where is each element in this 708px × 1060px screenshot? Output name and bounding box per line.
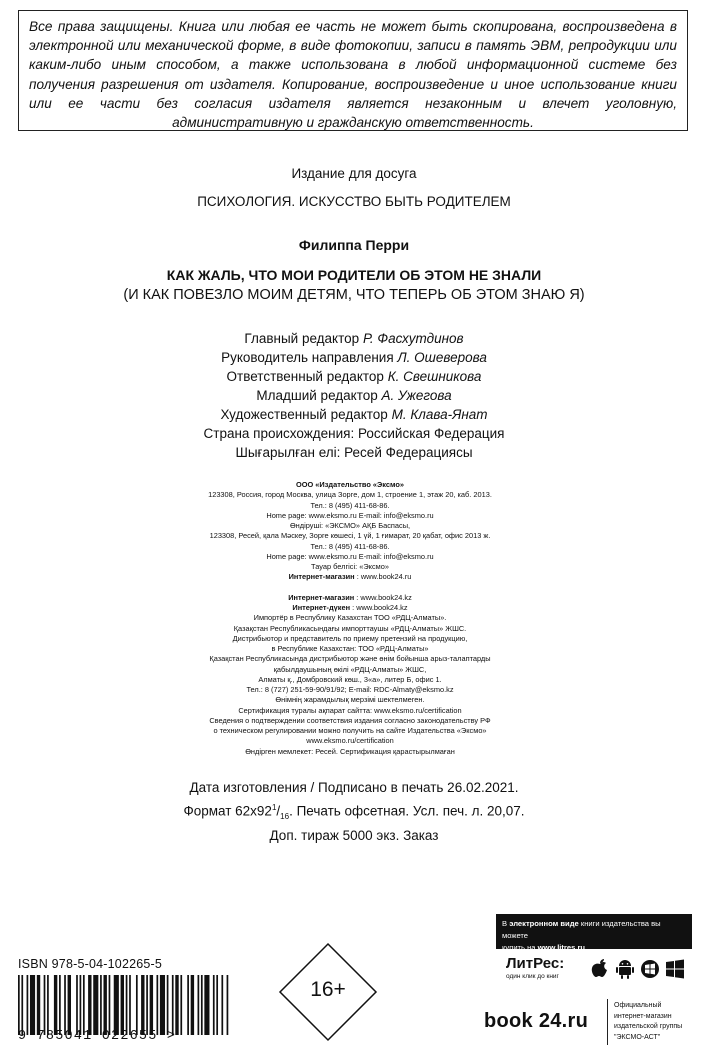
- litres-promo-line2: [502, 942, 686, 954]
- publisher-line: Тауар белгісі: «Эксмо»: [311, 562, 389, 571]
- editorial-credits: [0, 329, 708, 424]
- barcode-bar: [136, 975, 138, 1035]
- credit-row: [0, 348, 708, 367]
- barcode-bar: [121, 975, 124, 1035]
- publisher-line: Қазақстан Республикасындағы импорттаушы «РДЦ-Алматы» ЖШС.: [233, 623, 467, 633]
- barcode-bar: [114, 975, 119, 1035]
- barcode-bar: [21, 975, 23, 1035]
- barcode-bar: [227, 975, 229, 1035]
- format-sup: 1: [271, 802, 277, 812]
- print-format: [0, 798, 708, 827]
- litres-promo-line1: [502, 918, 686, 942]
- author-name: Филиппа Перри: [298, 237, 410, 253]
- promo-text: книги издательства вы можете: [502, 919, 661, 940]
- shop-url: : www.book24.kz: [350, 603, 408, 612]
- credit-role: Руководитель направления: [221, 350, 394, 365]
- format-sub: 16: [280, 811, 290, 821]
- barcode-bar: [54, 975, 57, 1035]
- publisher-line: Қазақстан Республикасында дистрибьютор және өнім бойынша арыз-талаптарды: [209, 654, 491, 664]
- publisher-line: Home page: www.eksmo.ru E-mail: info@eksmo.ru: [266, 510, 434, 520]
- barcode-bar: [83, 975, 85, 1035]
- barcode-bar: [175, 975, 178, 1035]
- shop-url: : www.book24.ru: [354, 572, 412, 582]
- book24-logo: book 24.ru: [484, 1010, 589, 1032]
- barcode-bar: [18, 975, 20, 1035]
- credit-row: [0, 329, 708, 348]
- barcode-bar: [160, 975, 165, 1035]
- publisher-line: Home page: www.eksmo.ru E-mail: info@eksmo.ru: [266, 551, 434, 561]
- barcode-bar: [47, 975, 49, 1035]
- barcode-bar: [180, 975, 182, 1035]
- copyright-text: Все права защищены. Книга или любая ее часть не может быть скопирована, воспроизведена в электронной или механической форме, в виде фотокопии, записи в память ЭВМ, репродукции или каким-либо иным способом, а также использована в любой информационной системе без получения разрешения от издателя. Копирование, воспроизведение и иное использование книги или ее части без согласия издателя является незаконным и влечет уголовную, административную и гражданскую ответственность.: [29, 19, 677, 131]
- credit-row: [0, 367, 708, 386]
- publisher-line: Алматы қ., Домбровский көш., 3«а», литер Б, офис 1.: [258, 674, 442, 684]
- barcode-bar: [103, 975, 106, 1035]
- format-prefix: Формат 62х92: [183, 803, 272, 818]
- credit-role: Главный редактор: [244, 331, 360, 346]
- barcode-bar: [213, 975, 215, 1035]
- book24-divider: [607, 999, 608, 1045]
- barcode-bar: [129, 975, 131, 1035]
- credit-row: [0, 405, 708, 424]
- book24-note-line: интернет-магазин: [614, 1012, 672, 1020]
- barcode-bar: [80, 975, 82, 1035]
- publisher-info: [170, 480, 530, 757]
- publisher-line: в Республике Казахстан: ТОО «РДЦ-Алматы»: [271, 644, 429, 653]
- barcode-bar: [172, 975, 174, 1035]
- publisher-line: 123308, Ресей, қала Мәскеу, Зорге көшесі, 1 үй, 1 ғимарат, 20 қабат, офис 2013 ж.: [209, 531, 491, 541]
- shop-label: Интернет-дүкен: [292, 603, 351, 612]
- country-of-origin: [0, 424, 708, 462]
- barcode-bar: [167, 975, 169, 1035]
- publisher-line: Тел.: 8 (495) 411-68-86.: [310, 500, 390, 510]
- shop-label: Интернет-магазин: [288, 592, 355, 602]
- barcode-bar: [126, 975, 128, 1035]
- barcode-bar: [150, 975, 153, 1035]
- publisher-line: ООО «Издательство «Эксмо»: [296, 480, 404, 489]
- platform-icons: [590, 958, 685, 980]
- book24-note-line: Официальный: [614, 1002, 662, 1009]
- print-date: Дата изготовления / Подписано в печать 26.02.2021.: [189, 780, 519, 795]
- credit-person: Л. Ошеверова: [397, 350, 487, 365]
- book24-note-line: издательской группы: [614, 1023, 683, 1030]
- book-title: КАК ЖАЛЬ, ЧТО МОИ РОДИТЕЛИ ОБ ЭТОМ НЕ ЗНАЛИ: [166, 267, 542, 283]
- promo-bold: электронном виде: [509, 919, 579, 928]
- barcode-bar: [204, 975, 209, 1035]
- barcode-bar: [100, 975, 102, 1035]
- publisher-line: Тел.: 8 (727) 251-59-90/91/92; E-mail: RDC-Almaty@eksmo.kz: [246, 685, 454, 694]
- credit-person: А. Ужегова: [381, 388, 452, 403]
- edition-type: Издание для досуга: [291, 166, 417, 181]
- publisher-spacer: [170, 583, 530, 593]
- shop-url: : www.book24.kz: [354, 592, 412, 602]
- origin-ru: Страна происхождения: Российская Федерация: [203, 426, 505, 441]
- barcode: [18, 975, 230, 1035]
- barcode-bar: [44, 975, 46, 1035]
- publisher-line: Сертификация туралы ақпарат сайтта: www.eksmo.ru/certification: [238, 705, 462, 715]
- promo-text: купить на: [502, 943, 538, 952]
- barcode-bar: [68, 975, 71, 1035]
- series-name: ПСИХОЛОГИЯ. ИСКУССТВО БЫТЬ РОДИТЕЛЕМ: [197, 194, 511, 209]
- barcode-bar: [27, 975, 29, 1035]
- barcode-bar: [109, 975, 111, 1035]
- credit-person: Р. Фасхутдинов: [362, 331, 464, 346]
- windows-phone-icon: [640, 958, 660, 980]
- barcode-bar: [76, 975, 78, 1035]
- publisher-line: о техническом регулировании можно получить на сайте Издательства «Эксмо»: [213, 726, 487, 735]
- barcode-bar: [93, 975, 98, 1035]
- barcode-bar: [187, 975, 189, 1035]
- barcode-bar: [146, 975, 148, 1035]
- publisher-line: [170, 593, 530, 603]
- shop-label: Интернет-магазин: [288, 572, 355, 582]
- credit-role: Художественный редактор: [220, 407, 388, 422]
- publisher-line: Дистрибьютор и представитель по приему претензий на продукцию,: [232, 633, 468, 643]
- publisher-line: [170, 603, 530, 613]
- publisher-line: 123308, Россия, город Москва, улица Зорге, дом 1, строение 1, этаж 20, каб. 2013.: [208, 490, 492, 500]
- publisher-line: қабылдаушының өкілі «РДЦ-Алматы» ЖШС,: [273, 664, 427, 674]
- android-icon: [615, 958, 635, 980]
- publisher-line: Сведения о подтверждении соответствия издания согласно законодательству РФ: [209, 715, 491, 725]
- format-slash: /: [276, 803, 281, 818]
- barcode-bar: [30, 975, 35, 1035]
- litres-promo-box: [496, 914, 692, 952]
- litres-tagline: один клик до книг: [506, 973, 559, 980]
- publisher-line: Импортёр в Республику Казахстан ТОО «РДЦ-Алматы».: [253, 613, 447, 623]
- origin-kz: Шығарылған елі: Ресей Федерациясы: [235, 445, 473, 460]
- book-subtitle: (И КАК ПОВЕЗЛО МОИМ ДЕТЯМ, ЧТО ТЕПЕРЬ ОБ ЭТОМ ЗНАЮ Я): [123, 287, 585, 303]
- print-run: Доп. тираж 5000 экз. Заказ: [269, 828, 439, 844]
- publisher-line: www.eksmo.ru/certification: [306, 736, 394, 746]
- barcode-bar: [216, 975, 218, 1035]
- barcode-bar: [88, 975, 91, 1035]
- credit-person: К. Свешникова: [387, 369, 482, 384]
- credit-role: Ответственный редактор: [226, 369, 384, 384]
- barcode-bar: [141, 975, 144, 1035]
- litres-url: www.litres.ru: [537, 943, 586, 952]
- publisher-line: Өнімнің жарамдылық мерзімі шектелмеген.: [275, 695, 425, 705]
- copyright-notice: [18, 10, 688, 131]
- litres-logo: [506, 955, 564, 980]
- barcode-bar: [221, 975, 223, 1035]
- barcode-digits: 9 785041 022655 >: [18, 1029, 177, 1044]
- credit-person: М. Клава-Янат: [391, 407, 488, 422]
- barcode-bar: [64, 975, 66, 1035]
- publisher-line: Өндіруші: «ЭКСМО» АҚБ Баспасы,: [289, 521, 411, 530]
- barcode-bar: [191, 975, 194, 1035]
- age-rating: 16+: [310, 978, 346, 1001]
- promo-text: В: [502, 919, 510, 928]
- barcode-bar: [37, 975, 40, 1035]
- credit-role: Младший редактор: [256, 388, 378, 403]
- publisher-line: Тел.: 8 (495) 411-68-86.: [310, 541, 390, 551]
- credit-row: [0, 386, 708, 405]
- barcode-bar: [198, 975, 200, 1035]
- format-rest: . Печать офсетная. Усл. печ. л. 20,07.: [289, 803, 525, 818]
- isbn: ISBN 978-5-04-102265-5: [18, 957, 163, 971]
- windows-icon: [665, 958, 685, 980]
- book24-note-line: "ЭКСМО-АСТ": [614, 1033, 661, 1041]
- barcode-bar: [156, 975, 158, 1035]
- print-info: [0, 778, 708, 846]
- book24-note: [614, 1001, 682, 1043]
- apple-icon: [590, 958, 610, 980]
- barcode-bar: [201, 975, 203, 1035]
- barcode-bar: [59, 975, 61, 1035]
- litres-brand: ЛитРес:: [506, 955, 565, 972]
- publisher-line: Өндірген мемлекет: Ресей. Сертификация қарастырылмаған: [245, 746, 455, 756]
- publisher-line: [170, 572, 530, 582]
